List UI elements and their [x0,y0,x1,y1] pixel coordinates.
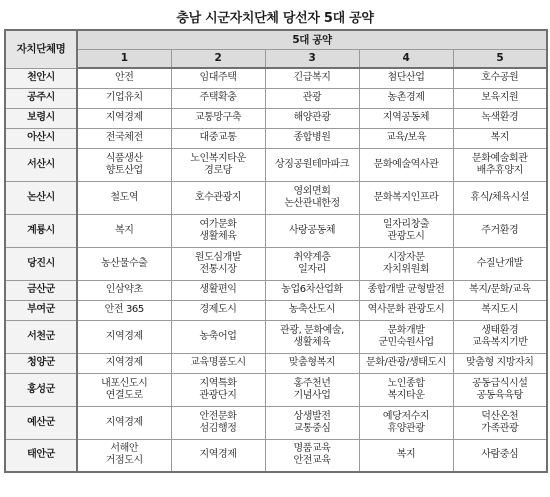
pledge-cell: 첨단산업 [359,68,453,88]
pledge-cell: 지역공동체 [359,108,453,128]
pledge-cell: 주거환경 [453,214,547,247]
pledge-cell: 사람중심 [453,439,547,472]
pledge-cell: 복지 [77,214,171,247]
pledge-cell: 맞춤형 지방자치 [453,353,547,373]
municipality-name: 금산군 [5,280,77,300]
municipality-name: 서산시 [5,148,77,181]
pledge-cell: 전국체전 [77,128,171,148]
pledge-cell: 덕산온천 가족관광 [453,406,547,439]
table-row [5,406,547,439]
pledge-cell: 내포신도시 연결도로 [77,373,171,406]
table-row [5,373,547,406]
table-row [5,247,547,280]
pledge-cell: 수질난개발 [453,247,547,280]
pledge-cell: 문화복지인프라 [359,181,453,214]
pledge-cell: 인삼약초 [77,280,171,300]
pledge-cell: 농산물수출 [77,247,171,280]
pledge-cell: 역사문화 관광도시 [359,300,453,320]
pledge-cell: 녹색환경 [453,108,547,128]
pledge-cell: 사랑공동체 [265,214,359,247]
pledge-cell: 안전 365 [77,300,171,320]
pledge-cell: 복지 [453,128,547,148]
municipality-name: 태안군 [5,439,77,472]
pledge-cell: 임대주택 [171,68,265,88]
pledge-cell: 노인종합 복지타운 [359,373,453,406]
column-header: 2 [171,49,265,68]
pledge-cell: 상생발전 교통중심 [265,406,359,439]
pledge-cell: 상징공원테마파크 [265,148,359,181]
pledge-cell: 관광 [265,88,359,108]
pledge-cell: 지역경제 [77,320,171,353]
pledge-cell: 종합개발 균형발전 [359,280,453,300]
pledge-cell: 안전문화 섬김행정 [171,406,265,439]
pledge-cell: 농촌경제 [359,88,453,108]
municipality-name: 서천군 [5,320,77,353]
table-row [5,108,547,128]
pledge-cell: 생태환경 교육복지기반 [453,320,547,353]
pledge-cell: 문화개발 군민숙원사업 [359,320,453,353]
pledge-cell: 취약계층 일자리 [265,247,359,280]
pledge-cell: 농업6차산업화 [265,280,359,300]
table-row [5,300,547,320]
table-row [5,280,547,300]
pledge-cell: 지역특화 관광단지 [171,373,265,406]
pledge-cell: 원도심개발 전통시장 [171,247,265,280]
municipality-name: 보령시 [5,108,77,128]
pledge-cell: 식품생산 향토산업 [77,148,171,181]
municipality-name: 계룡시 [5,214,77,247]
column-header: 3 [265,49,359,68]
pledge-cell: 시장자문 자치위원회 [359,247,453,280]
pledge-cell: 공동급식시설 공동육육탕 [453,373,547,406]
pledge-cell: 호수관광지 [171,181,265,214]
pledge-cell: 복지/문화/교육 [453,280,547,300]
pledge-cell: 해양관광 [265,108,359,128]
pledge-cell: 호수공원 [453,68,547,88]
page-title: 충남 시군자치단체 당선자 5대 공약 [176,11,374,26]
pledge-cell: 홍주천년 기념사업 [265,373,359,406]
table-row [5,214,547,247]
pledge-cell: 교통망구축 [171,108,265,128]
pledge-cell: 맞춤형복지 [265,353,359,373]
municipality-name: 천안시 [5,68,77,88]
municipality-name: 예산군 [5,406,77,439]
pledges-group-header: 5대 공약 [77,30,547,49]
pledge-cell: 대중교통 [171,128,265,148]
pledge-cell: 문화예술회관 배추휴양지 [453,148,547,181]
pledge-cell: 일자리창출 관광도시 [359,214,453,247]
table-row [5,148,547,181]
pledge-cell: 농축산도시 [265,300,359,320]
municipality-name: 홍성군 [5,373,77,406]
municipality-name: 당진시 [5,247,77,280]
pledge-cell: 종합병원 [265,128,359,148]
pledge-cell: 농축어업 [171,320,265,353]
municipality-name: 공주시 [5,88,77,108]
pledge-cell: 문화/관광/생태도시 [359,353,453,373]
pledge-cell: 주택확충 [171,88,265,108]
table-row [5,320,547,353]
pledge-cell: 지역경제 [77,406,171,439]
table-row [5,353,547,373]
pledge-cell: 지역경제 [77,108,171,128]
pledge-cell: 기업유치 [77,88,171,108]
table-row [5,88,547,108]
entity-column-header: 자치단체명 [5,30,77,68]
column-header: 4 [359,49,453,68]
pledges-table [4,29,548,473]
pledge-cell: 영외면회 논산관내한정 [265,181,359,214]
pledge-cell: 여가문화 생활체육 [171,214,265,247]
municipality-name: 부여군 [5,300,77,320]
pledge-cell: 긴급복지 [265,68,359,88]
pledge-cell: 서해안 거점도시 [77,439,171,472]
pledge-cell: 경제도시 [171,300,265,320]
pledge-cell: 생활편익 [171,280,265,300]
pledge-cell: 예당저수지 휴양관광 [359,406,453,439]
pledge-cell: 노인복지타운 경로당 [171,148,265,181]
pledge-cell: 휴식/체육시설 [453,181,547,214]
municipality-name: 논산시 [5,181,77,214]
pledge-cell: 지역경제 [77,353,171,373]
pledge-cell: 교육명품도시 [171,353,265,373]
pledge-cell: 문화예술역사관 [359,148,453,181]
pledge-cell: 지역경제 [171,439,265,472]
pledge-cell: 철도역 [77,181,171,214]
table-row [5,181,547,214]
table-row [5,439,547,472]
pledge-cell: 관광, 문화예술, 생활체육 [265,320,359,353]
pledge-cell: 복지도시 [453,300,547,320]
municipality-name: 아산시 [5,128,77,148]
table-row [5,68,547,88]
pledge-cell: 교육/보육 [359,128,453,148]
municipality-name: 청양군 [5,353,77,373]
pledge-cell: 명품교육 안전교육 [265,439,359,472]
table-row [5,128,547,148]
pledge-cell: 보육지원 [453,88,547,108]
column-header: 5 [453,49,547,68]
pledge-cell: 복지 [359,439,453,472]
pledge-cell: 안전 [77,68,171,88]
column-header: 1 [77,49,171,68]
